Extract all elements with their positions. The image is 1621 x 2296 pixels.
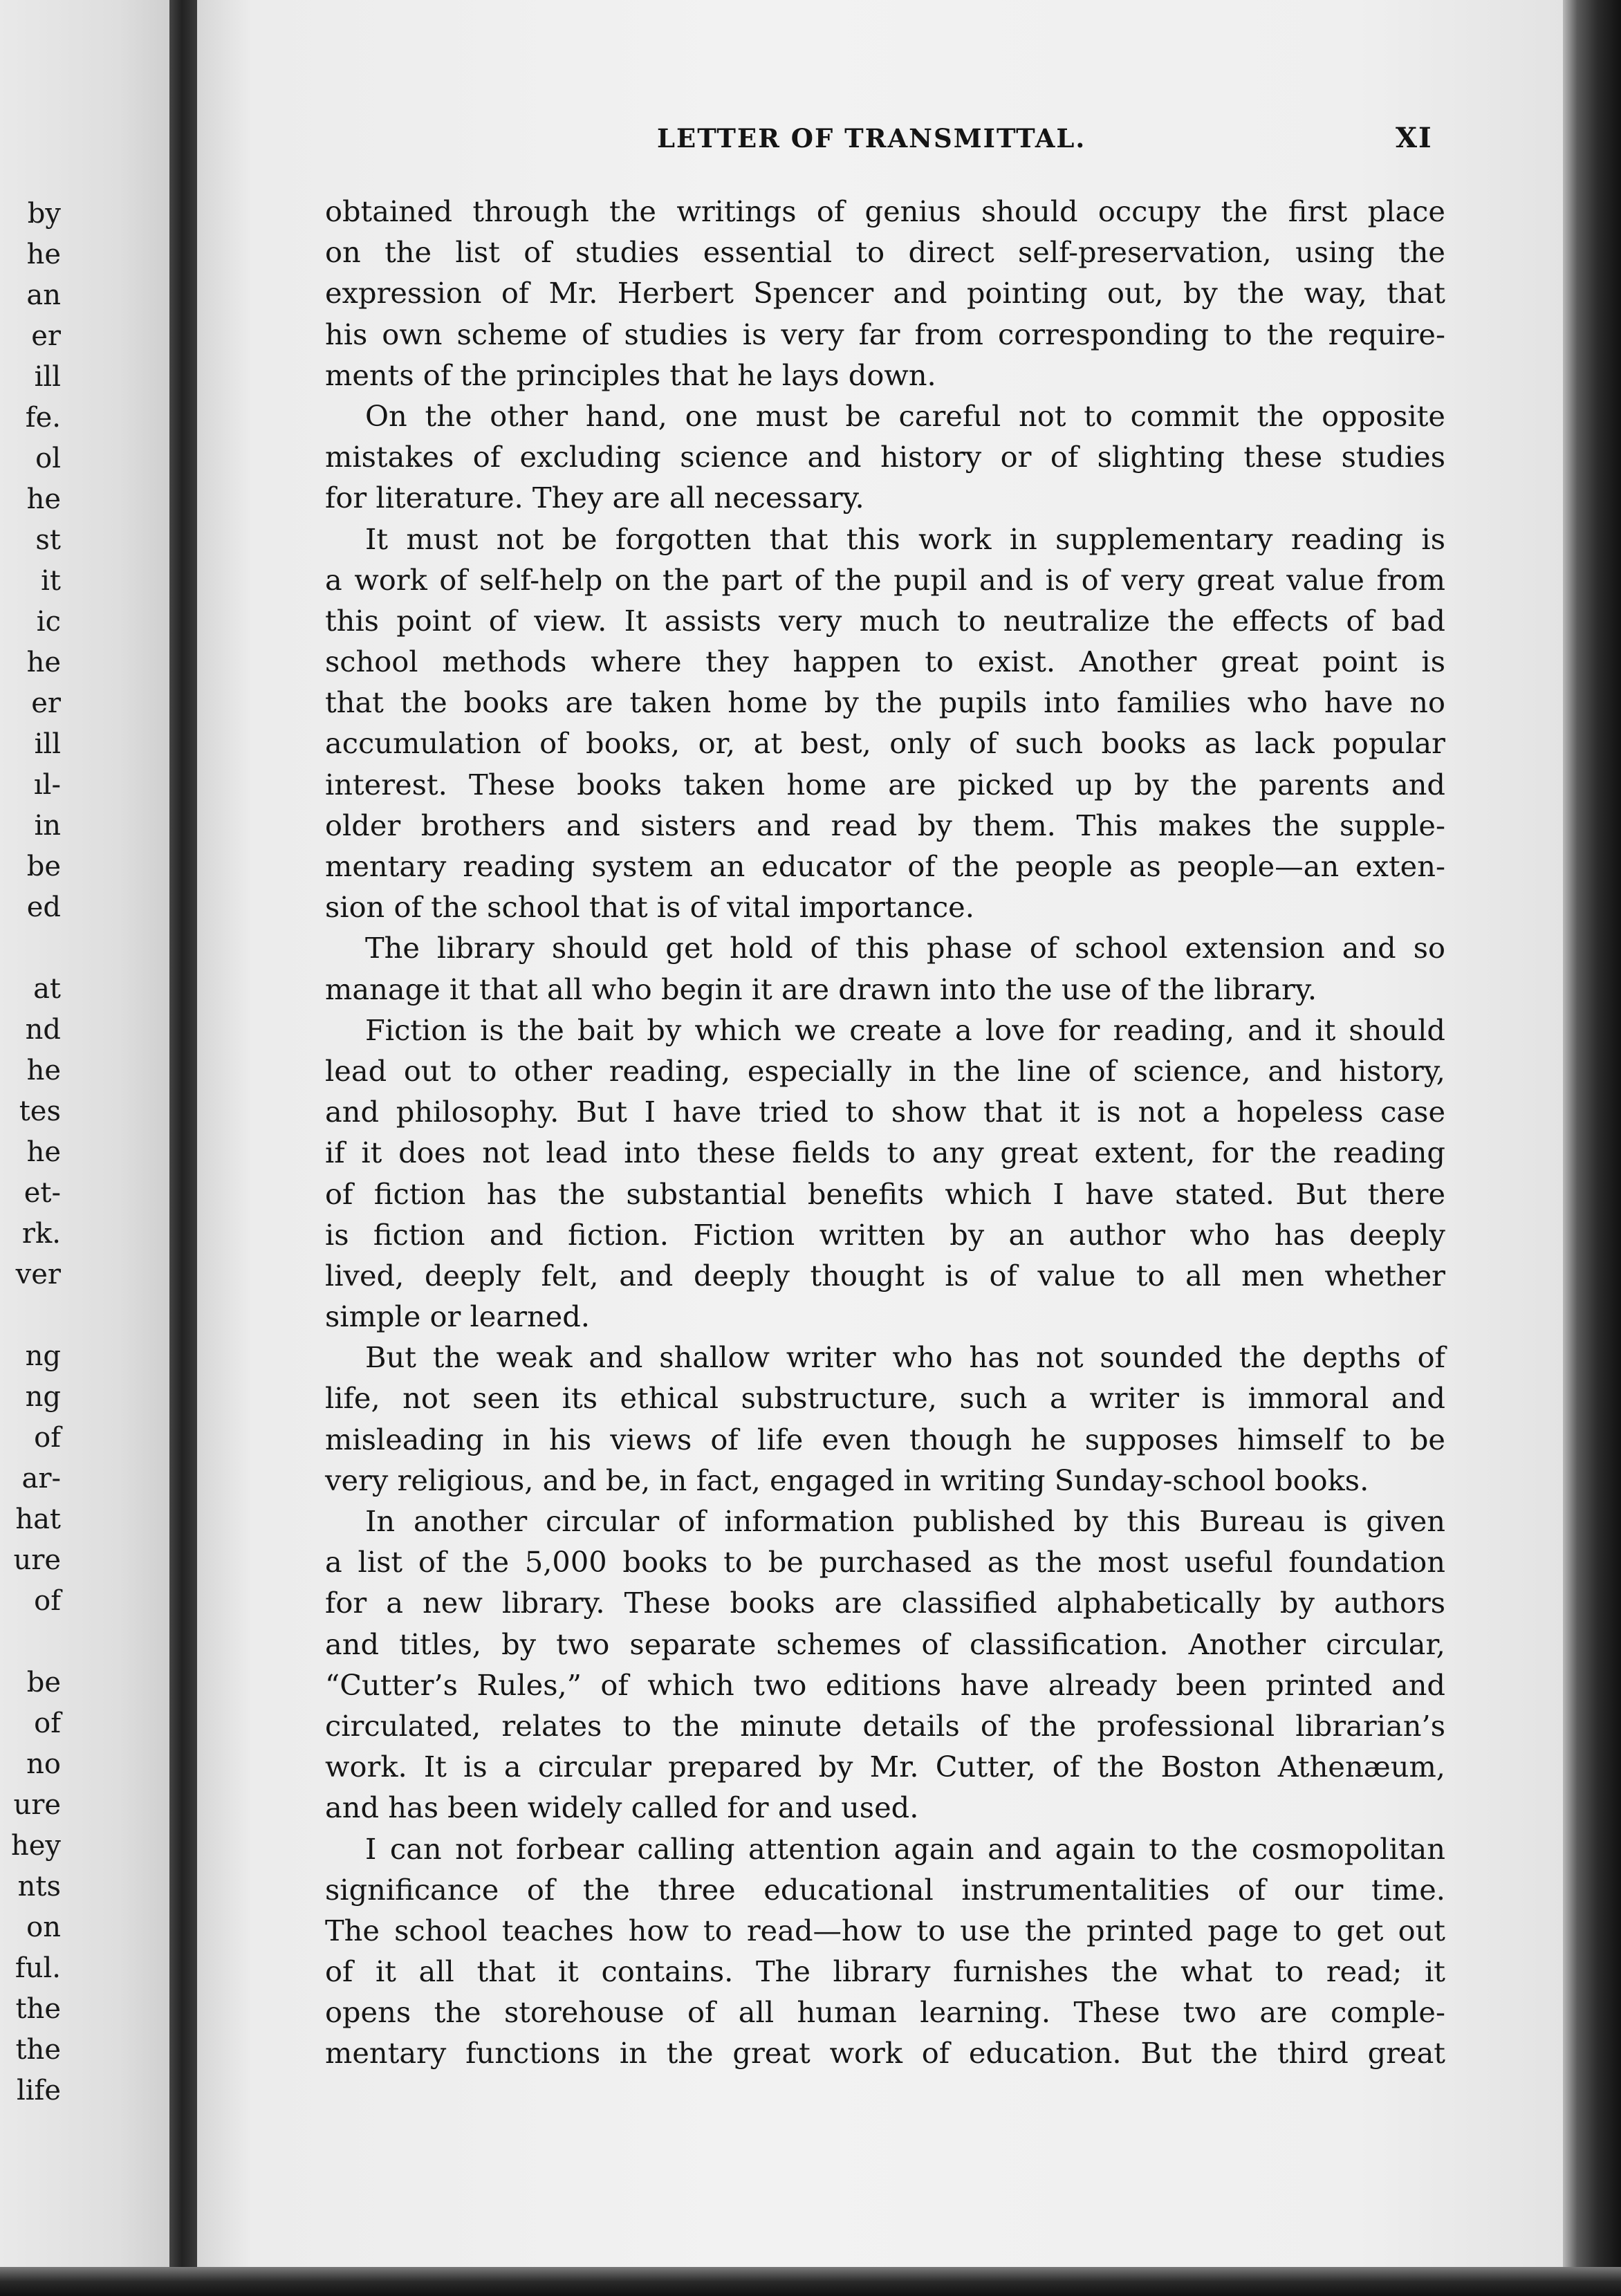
text-line: interest. These books taken home are picked up by the parents and <box>325 767 1445 802</box>
text-line: On the other hand, one must be careful not to commit the opposite <box>365 398 1445 433</box>
book-gutter <box>169 0 197 2296</box>
text-line: that the books are taken home by the pupils into families who have no <box>325 685 1445 720</box>
left-page-fragment: ic <box>36 606 61 638</box>
left-page-edge <box>0 0 169 2296</box>
right-page-edge <box>1563 0 1621 2296</box>
left-page-fragment <box>0 1622 61 1663</box>
left-page-fragment: be <box>26 851 61 882</box>
left-page-fragment: hat <box>15 1503 61 1535</box>
text-line: simple or learned. <box>325 1299 590 1334</box>
left-page-fragment: he <box>26 483 61 515</box>
text-line: this point of view. It assists very much to neutralize the effects of bad <box>325 603 1445 638</box>
text-line: But the weak and shallow writer who has not sounded the depths of <box>365 1340 1445 1375</box>
left-page-fragment: on <box>26 1911 61 1943</box>
left-page-fragment: of <box>34 1707 61 1739</box>
left-page-fragment: st <box>35 524 61 556</box>
text-line: work. It is a circular prepared by Mr. Cutter, of the Boston Athenæum, <box>325 1750 1445 1784</box>
running-head: LETTER OF TRANSMITTAL. <box>657 123 1086 154</box>
paragraph <box>325 191 1445 396</box>
left-page-fragment: he <box>26 1055 61 1086</box>
left-page-fragment: he <box>26 647 61 678</box>
left-page-fragment: hey <box>10 1830 61 1862</box>
text-line: In another circular of information published by this Bureau is given <box>365 1504 1445 1538</box>
left-page-fragment: no <box>26 1748 61 1780</box>
body-text <box>325 191 1445 2074</box>
text-line: on the list of studies essential to direct self-preservation, using the <box>325 235 1445 270</box>
left-page-fragment: of <box>34 1422 61 1454</box>
left-page-fragment: ful. <box>15 1952 61 1984</box>
text-line: his own scheme of studies is very far from corresponding to the require- <box>325 317 1445 351</box>
text-line: mentary functions in the great work of education. But the third great <box>325 2036 1445 2071</box>
left-page-fragment: ng <box>25 1381 61 1413</box>
left-page-fragment: by <box>27 198 61 230</box>
text-line: if it does not lead into these fields to any great extent, for the reading <box>325 1136 1445 1170</box>
left-page-fragment: he <box>26 1136 61 1168</box>
left-page-fragment: er <box>31 687 61 719</box>
text-line: mistakes of excluding science and history or of slighting these studies <box>325 440 1445 474</box>
paragraph <box>325 927 1445 1009</box>
text-line: Fiction is the bait by which we create a love for reading, and it should <box>365 1012 1445 1047</box>
text-line: of fiction has the substantial benefits which I have stated. But there <box>325 1176 1445 1211</box>
left-page-fragment: the <box>15 2034 61 2066</box>
text-line: sion of the school that is of vital importance. <box>325 890 974 925</box>
text-line: lived, deeply felt, and deeply thought is of value to all men whether <box>325 1258 1445 1293</box>
left-page-fragment: ol <box>35 443 61 474</box>
text-line: lead out to other reading, especially in the line of science, and history, <box>325 1053 1445 1088</box>
text-line: It must not be forgotten that this work in supplementary reading is <box>365 521 1445 556</box>
text-line: The school teaches how to read—how to use the printed page to get out <box>325 1913 1445 1947</box>
text-line: life, not seen its ethical substructure, such a writer is immoral and <box>325 1381 1445 1416</box>
left-page-fragment <box>0 1295 61 1336</box>
text-line: manage it that all who begin it are drawn into the use of the library. <box>325 972 1317 1006</box>
left-page-fragment <box>0 928 61 969</box>
text-line: for literature. They are all necessary. <box>325 481 864 515</box>
text-line: expression of Mr. Herbert Spencer and pointing out, by the way, that <box>325 276 1445 311</box>
left-page-fragment: ng <box>25 1340 61 1372</box>
text-line: of it all that it contains. The library furnishes the what to read; it <box>325 1954 1445 1989</box>
text-line: very religious, and be, in fact, engaged in writing Sunday-school books. <box>325 1463 1369 1497</box>
left-page-fragment: in <box>34 810 61 842</box>
left-page-fragment: be <box>26 1667 61 1698</box>
text-line: opens the storehouse of all human learning. These two are comple- <box>325 1995 1445 2030</box>
left-page-fragment: er <box>31 320 61 352</box>
left-page-fragment: tes <box>19 1095 61 1127</box>
left-page-fragment: nd <box>25 1014 61 1046</box>
left-page-fragment: ed <box>26 891 61 923</box>
text-line: and titles, by two separate schemes of classification. Another circular, <box>325 1627 1445 1661</box>
text-line: accumulation of books, or, at best, only of such books as lack popular <box>325 726 1445 761</box>
left-page-fragment: ill <box>34 728 61 760</box>
text-line: and philosophy. But I have tried to show that it is not a hopeless case <box>325 1095 1445 1129</box>
bottom-page-edge <box>0 2267 1621 2296</box>
text-line: a list of the 5,000 books to be purchased as the most useful foundation <box>325 1545 1445 1580</box>
left-page-fragment: et- <box>24 1177 61 1209</box>
text-line: misleading in his views of life even though he supposes himself to be <box>325 1422 1445 1456</box>
text-line: mentary reading system an educator of the people as people—an exten- <box>325 849 1445 883</box>
left-page-fragment: fe. <box>25 402 61 434</box>
left-page-fragment: of <box>34 1585 61 1617</box>
text-line: school methods where they happen to exist. Another great point is <box>325 645 1445 679</box>
left-page-fragment: the <box>15 1993 61 2025</box>
left-page-fragment: an <box>26 279 61 311</box>
text-line: is fiction and fiction. Fiction written by an author who has deeply <box>325 1217 1445 1252</box>
left-page-fragment: he <box>26 239 61 270</box>
left-page-fragment: ver <box>15 1259 61 1290</box>
left-page-fragment: rk. <box>21 1218 61 1250</box>
paragraph <box>325 1829 1445 2074</box>
left-page-fragment: it <box>41 565 61 597</box>
text-line: I can not forbear calling attention again and again to the cosmopolitan <box>365 1831 1445 1866</box>
text-line: significance of the three educational instrumentalities of our time. <box>325 1872 1445 1907</box>
left-page-fragment: life <box>16 2075 61 2107</box>
text-line: obtained through the writings of genius should occupy the first place <box>325 194 1445 228</box>
paragraph <box>325 1337 1445 1501</box>
paragraph <box>325 396 1445 519</box>
left-page-text-fragments <box>0 194 61 2111</box>
text-line: circulated, relates to the minute details of the professional librarian’s <box>325 1708 1445 1743</box>
text-line: The library should get hold of this phase of school extension and so <box>365 931 1445 965</box>
left-page-fragment: nts <box>17 1871 61 1902</box>
left-page-fragment: ure <box>13 1789 61 1821</box>
text-line: for a new library. These books are classified alphabetically by authors <box>325 1586 1445 1620</box>
text-line: and has been widely called for and used. <box>325 1790 919 1825</box>
paragraph <box>325 1010 1445 1337</box>
text-line: older brothers and sisters and read by them. This makes the supple- <box>325 808 1445 842</box>
text-line: a work of self-help on the part of the pupil and is of very great value from <box>325 562 1445 597</box>
paragraph <box>325 1501 1445 1829</box>
page-number: XI <box>1396 122 1433 154</box>
left-page-fragment: ill <box>34 361 61 393</box>
text-line: “Cutter’s Rules,” of which two editions have already been printed and <box>325 1667 1445 1702</box>
left-page-fragment: at <box>33 973 61 1005</box>
left-page-fragment: ıl- <box>33 769 61 801</box>
left-page-fragment: ure <box>13 1544 61 1576</box>
left-page-fragment: ar- <box>21 1463 61 1494</box>
text-line: ments of the principles that he lays down. <box>325 358 936 392</box>
paragraph <box>325 519 1445 928</box>
